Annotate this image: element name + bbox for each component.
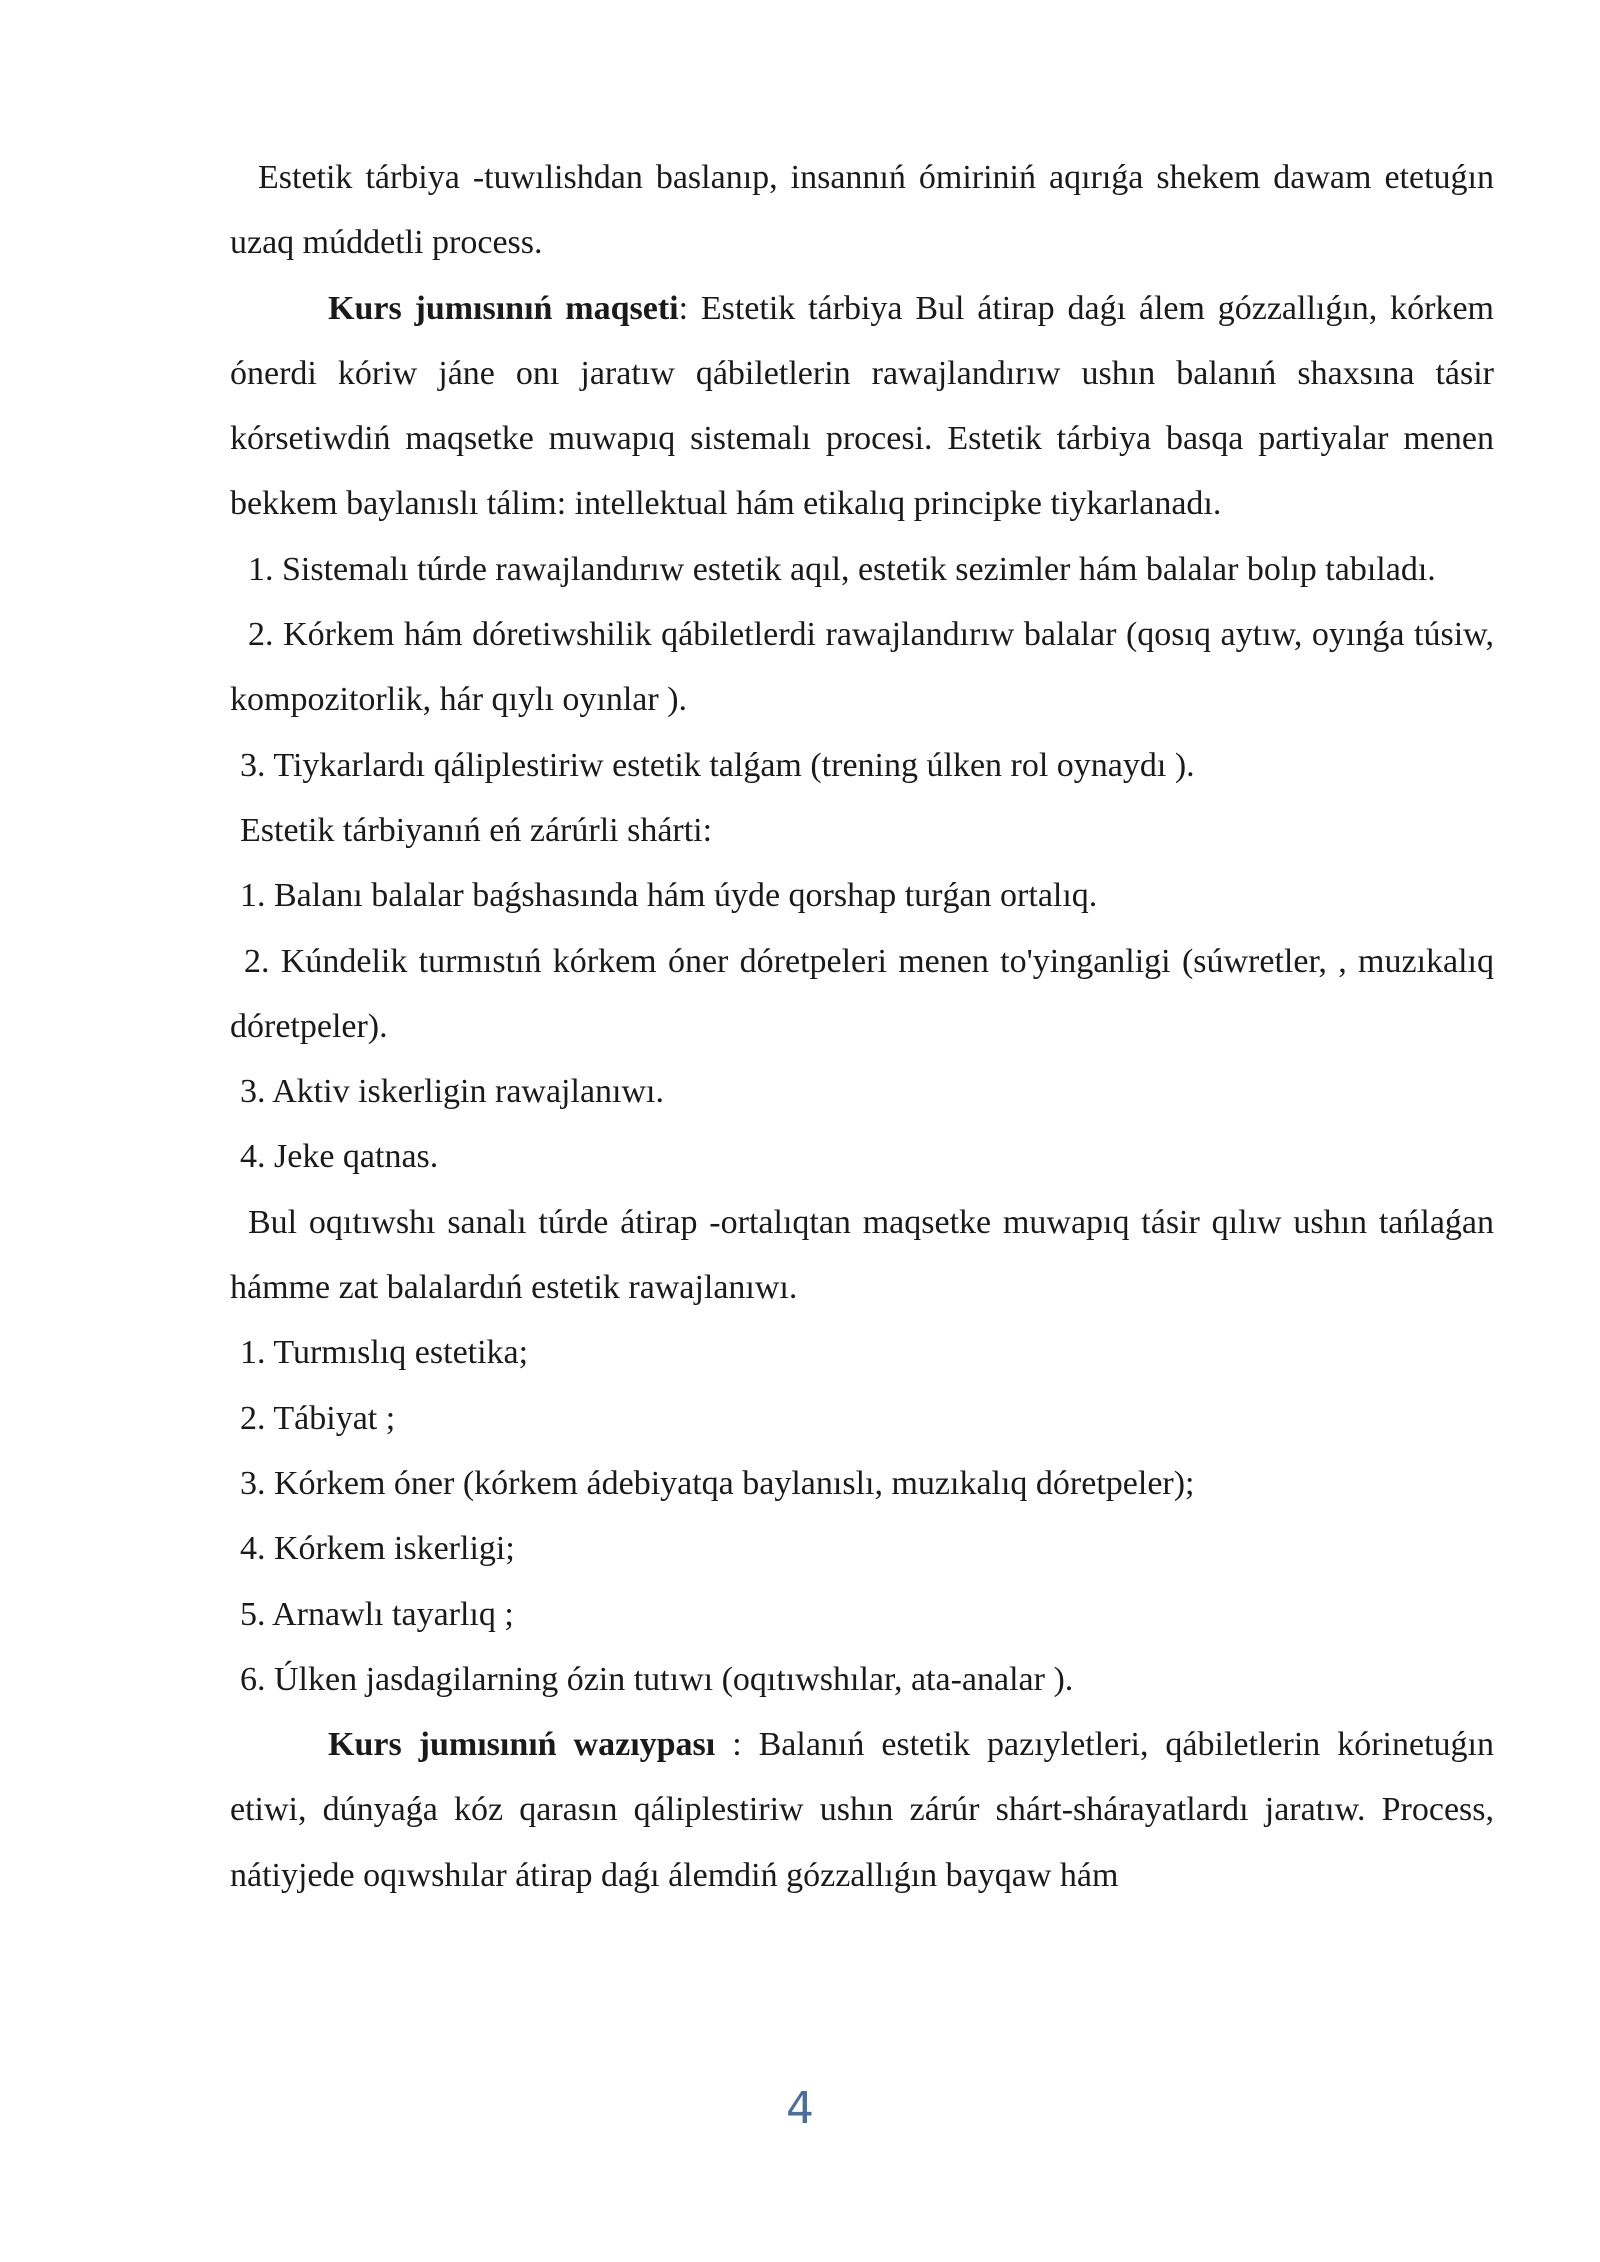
heading-course-goal: Kurs jumısınıń maqseti <box>328 289 679 327</box>
paragraph-intro: Estetik tárbiya -tuwılishdan baslanıp, insannıń ómiriniń aqırıǵa shekem dawam etetuǵın uzaq múddetli process. <box>230 159 1494 262</box>
condition-item-1: 1. Balanı balalar baǵshasında hám úyde qorshap turǵan ortalıq. <box>240 877 1098 915</box>
list-item-3: 3. Kórkem óner (kórkem ádebiyatqa baylanıslı, muzıkalıq dóretpeler); <box>240 1464 1195 1502</box>
paragraph-course-task <box>230 1712 1494 1908</box>
paragraph-course-goal <box>230 276 1494 537</box>
page-number: 4 <box>786 2083 814 2134</box>
condition-item-2: 2. Kúndelik turmıstıń kórkem óner dóretpeleri menen to'yinganligi (súwretler, , muzıkalıq dóretpeler). <box>230 942 1494 1045</box>
paragraph-item-3: 3. Tiykarlardı qáliplestiriw estetik talǵam (trening úlken rol oynaydı ). <box>240 746 1195 784</box>
list-item-5: 5. Arnawlı tayarlıq ; <box>240 1595 514 1633</box>
condition-item-3: 3. Aktiv iskerligin rawajlanıwı. <box>240 1073 664 1111</box>
paragraph-condition-heading: Estetik tárbiyanıń eń zárúrli shárti: <box>240 811 713 849</box>
list-item-4: 4. Kórkem iskerligi; <box>240 1530 515 1568</box>
list-item-2: 2. Tábiyat ; <box>240 1399 396 1437</box>
list-item-6: 6. Úlken jasdagilarning ózin tutıwı (oqıtıwshılar, ata-analar ). <box>240 1660 1074 1698</box>
paragraph-course-task-text: : Balanıń estetik pazıyletleri, qábiletlerin kórinetuǵın etiwi, dúnyaǵa kóz qarasın qáliplestiriw ushın zárúr shárt-shárayatlardı jaratıw. Process, nátiyjede oqıwshılar átirap daǵı álemdiń gózzallıǵın bayqaw hám <box>230 1726 1494 1894</box>
paragraph-teacher: Bul oqıtıwshı sanalı túrde átirap -ortalıqtan maqsetke muwapıq tásir qılıw ushın tańlaǵan hámme zat balalardıń estetik rawajlanıwı. <box>230 1203 1494 1307</box>
paragraph-item-1: 1. Sistemalı túrde rawajlandırıw estetik aqıl, estetik sezimler hám balalar bolıp tabıladı. <box>248 550 1436 588</box>
heading-course-task: Kurs jumısınıń wazıypası <box>328 1726 716 1764</box>
list-item-1: 1. Turmıslıq estetika; <box>240 1334 529 1372</box>
condition-item-4: 4. Jeke qatnas. <box>240 1138 439 1176</box>
paragraph-course-goal-text: : Estetik tárbiya Bul átirap daǵı álem gózzallıǵın, kórkem ónerdi kóriw jáne onı jaratıw qábiletlerin rawajlandırıw ushın balanıń shaxsına tásir kórsetiwdiń maqsetke muwapıq sistemalı procesi. Estetik tárbiya basqa partiyalar menen bekkem baylanıslı tálim: intellektual hám etikalıq principke tiykarlanadı. <box>230 289 1494 523</box>
document-body <box>230 145 1494 1908</box>
paragraph-item-2: 2. Kórkem hám dóretiwshilik qábiletlerdi rawajlandırıw balalar (qosıq aytıw, oyınǵa túsiw, kompozitorlik, hár qıylı oyınlar ). <box>230 616 1494 719</box>
